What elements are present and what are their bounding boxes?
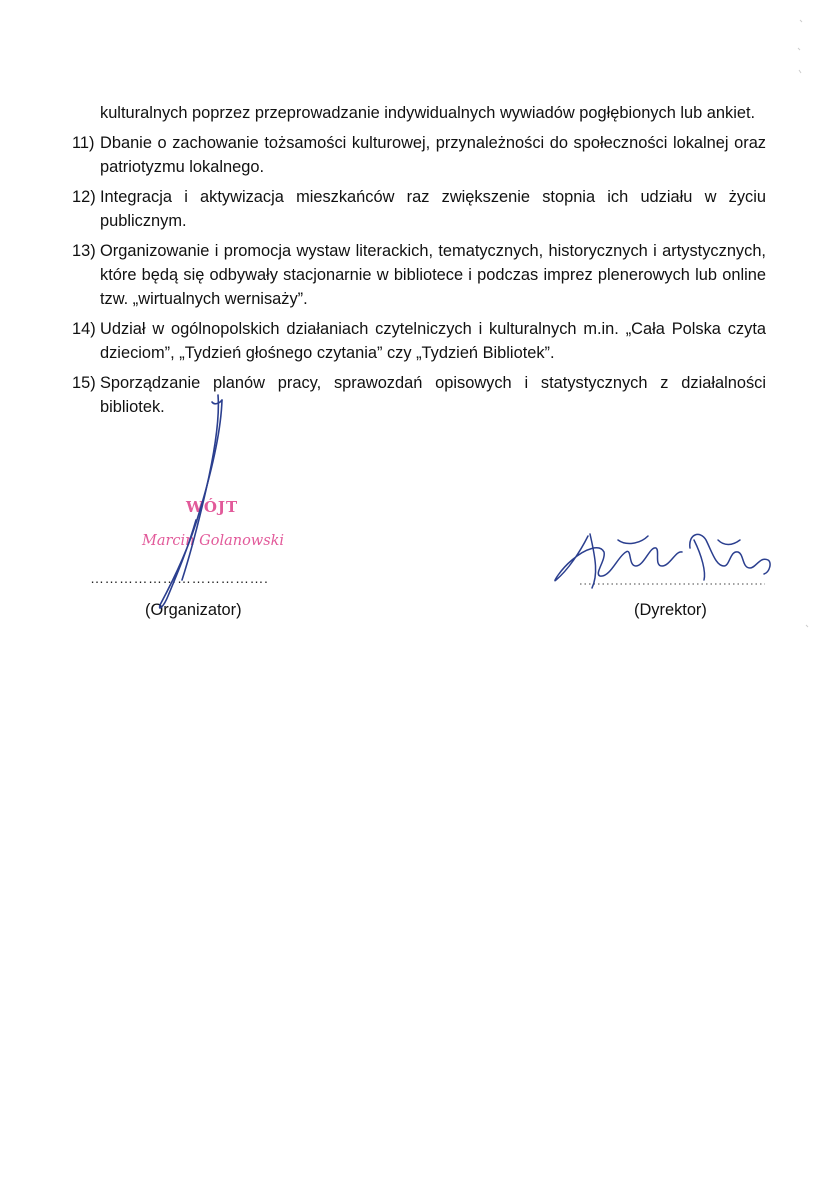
list-item-number: 14) xyxy=(72,320,96,338)
list-item xyxy=(72,317,766,365)
list-item xyxy=(72,185,766,233)
list-item-number: 13) xyxy=(72,242,96,260)
continuation-paragraph xyxy=(72,101,766,125)
role-organizator: (Organizator) xyxy=(145,601,242,619)
list-item-text: Sporządzanie planów pracy, sprawozdań opisowych i statystycznych z działalności bibliotek. xyxy=(100,374,766,416)
list-item-number: 15) xyxy=(72,374,96,392)
list-item-number: 11) xyxy=(72,134,95,152)
scan-edge-marks xyxy=(798,20,808,627)
list-item-text: Organizowanie i promocja wystaw literackich, tematycznych, historycznych i artystycznych, które będą się odbywały stacjonarnie w bibliotece i podczas imprez plenerowych lub online tzw. „wirtualnych wernisaży”. xyxy=(100,242,766,308)
document-body xyxy=(72,101,766,425)
list-item-text: Integracja i aktywizacja mieszkańców raz zwiększenie stopnia ich udziału w życiu publicznym. xyxy=(100,188,766,230)
list-item xyxy=(72,239,766,311)
list-item xyxy=(72,131,766,179)
list-item-text: Dbanie o zachowanie tożsamości kulturowej, przynależności do społeczności lokalnej oraz patriotyzmu lokalnego. xyxy=(100,134,766,176)
continuation-text: kulturalnych poprzez przeprowadzanie indywidualnych wywiadów pogłębionych lub ankiet. xyxy=(100,104,756,122)
signature-line-left: ………………………………. xyxy=(90,570,269,586)
signature-right-graphic xyxy=(555,534,770,588)
stamp-title: WÓJT xyxy=(186,498,239,516)
list-item-text: Udział w ogólnopolskich działaniach czytelniczych i kulturalnych m.in. „Cała Polska czyta dzieciom”, „Tydzień głośnego czytania” czy „Tydzień Bibliotek”. xyxy=(100,320,766,362)
role-dyrektor: (Dyrektor) xyxy=(634,601,707,619)
list-item xyxy=(72,371,766,419)
stamp-name: Marcin Golanowski xyxy=(142,533,285,549)
list-item-number: 12) xyxy=(72,188,96,206)
